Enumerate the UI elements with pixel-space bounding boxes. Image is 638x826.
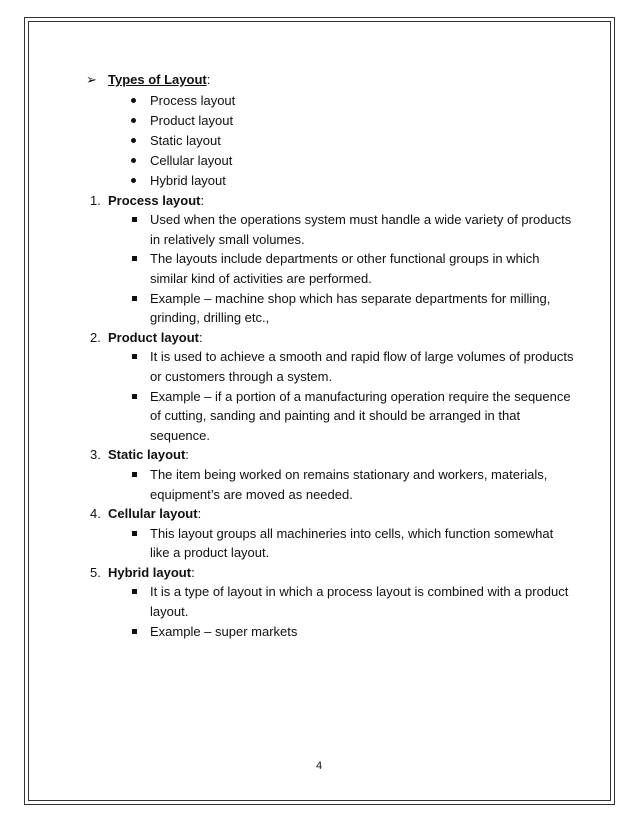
square-bullet-icon: [132, 472, 137, 477]
section-cellular-layout: [86, 504, 576, 563]
section-heading: [86, 504, 576, 524]
list-item: [86, 524, 576, 563]
section-title: Product layout: [108, 329, 200, 345]
list-item: [86, 249, 576, 288]
square-bullet-icon: [132, 354, 137, 359]
section-title: Cellular layout: [108, 506, 198, 522]
types-list-item: [86, 171, 576, 191]
square-bullet-icon: [132, 256, 137, 261]
bullet-text: Example – super markets: [150, 623, 298, 639]
section-product-layout: [86, 328, 576, 446]
square-bullet-icon: [132, 296, 137, 301]
section-number: 1.: [90, 192, 101, 208]
list-item: [86, 622, 576, 642]
section-colon: :: [200, 192, 205, 208]
types-heading-colon: :: [206, 72, 211, 87]
types-item-text: Product layout: [150, 112, 234, 128]
section-title: Static layout: [108, 447, 186, 463]
types-list-item: [86, 131, 576, 151]
types-item-text: Hybrid layout: [150, 172, 226, 188]
square-bullet-icon: [132, 531, 137, 536]
section-heading: [86, 328, 576, 348]
section-heading: [86, 191, 576, 211]
types-list-item: [86, 91, 576, 111]
list-item: [86, 210, 576, 249]
square-bullet-icon: [132, 629, 137, 634]
list-item: [86, 289, 576, 328]
round-bullet-icon: [131, 98, 136, 103]
list-item: [86, 387, 576, 446]
round-bullet-icon: [131, 178, 136, 183]
types-list-item: [86, 151, 576, 171]
section-number: 5.: [90, 564, 101, 580]
types-list-item: [86, 111, 576, 131]
bullet-text: It is a type of layout in which a process layout is combined with a product layout.: [150, 584, 569, 620]
types-item-text: Static layout: [150, 132, 221, 148]
types-item-text: Cellular layout: [150, 152, 233, 168]
bullet-text: It is used to achieve a smooth and rapid flow of large volumes of products or customers through a system.: [150, 349, 574, 384]
square-bullet-icon: [132, 394, 137, 399]
bullet-text: The layouts include departments or other functional groups in which similar kind of activities are performed.: [150, 251, 540, 286]
section-title: Process layout: [108, 192, 201, 208]
list-item: [86, 582, 576, 621]
round-bullet-icon: [131, 158, 136, 163]
section-bullets: [86, 210, 576, 328]
section-colon: :: [197, 506, 202, 522]
list-item: [86, 347, 576, 386]
round-bullet-icon: [131, 118, 136, 123]
document-body: [86, 70, 576, 641]
types-heading-text: Types of Layout: [108, 72, 207, 87]
section-colon: :: [191, 564, 195, 580]
section-heading: [86, 445, 576, 465]
square-bullet-icon: [132, 217, 137, 222]
bullet-text: Example – if a portion of a manufacturing operation require the sequence of cutting, sanding and painting and it should be arranged in that sequence.: [150, 388, 571, 443]
section-colon: :: [185, 447, 189, 463]
page-number: 4: [315, 760, 323, 772]
section-bullets: [86, 524, 576, 563]
section-title: Hybrid layout: [108, 564, 192, 580]
bullet-text: Used when the operations system must handle a wide variety of products in relatively small volumes.: [150, 212, 572, 247]
round-bullet-icon: [131, 138, 136, 143]
square-bullet-icon: [132, 589, 137, 594]
bullet-text: This layout groups all machineries into cells, which function somewhat like a product layout.: [150, 525, 554, 561]
section-bullets: [86, 465, 576, 504]
section-static-layout: [86, 445, 576, 504]
section-number: 4.: [90, 506, 101, 522]
section-bullets: [86, 582, 576, 641]
bullet-text: Example – machine shop which has separate departments for milling, grinding, drilling etc.,: [150, 290, 551, 326]
types-item-text: Process layout: [150, 92, 236, 108]
section-number: 2.: [90, 329, 101, 345]
section-bullets: [86, 347, 576, 445]
section-heading: [86, 563, 576, 583]
bullet-text: The item being worked on remains stationary and workers, materials, equipment’s are moved as needed.: [150, 466, 548, 502]
list-item: [86, 465, 576, 504]
section-number: 3.: [90, 447, 101, 463]
section-colon: :: [199, 329, 203, 345]
section-process-layout: [86, 191, 576, 328]
section-hybrid-layout: [86, 563, 576, 641]
arrow-bullet-icon: ➢: [86, 72, 97, 87]
types-heading: [86, 70, 576, 90]
types-list: [86, 91, 576, 191]
